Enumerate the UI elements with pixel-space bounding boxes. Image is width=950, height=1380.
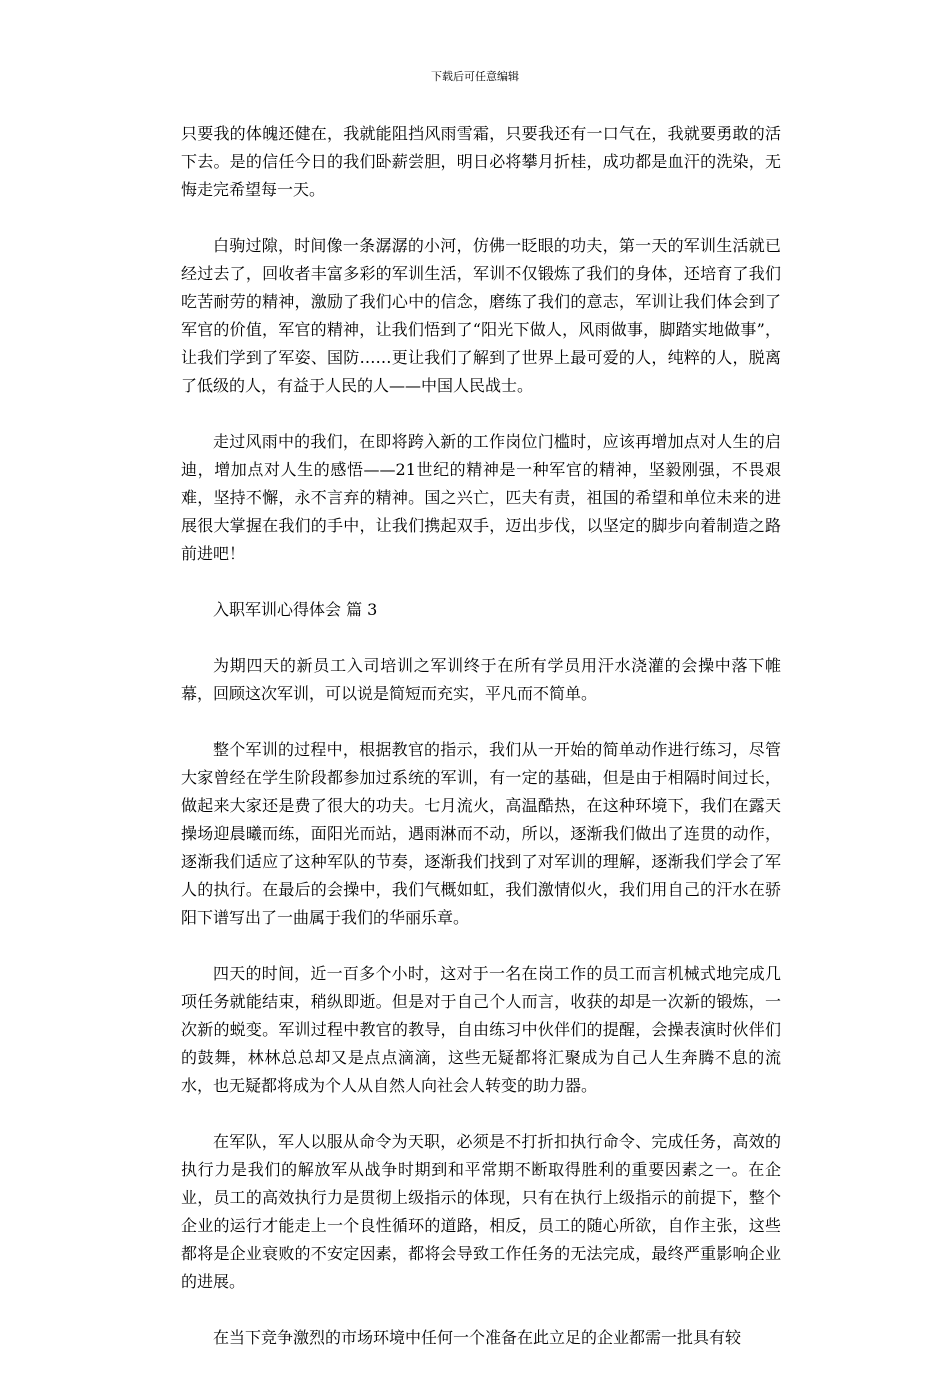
document-body xyxy=(181,120,781,1380)
paragraph: 四天的时间，近一百多个小时，这对于一名在岗工作的员工而言机械式地完成几项任务就能结束，稍纵即逝。但是对于自己个人而言，收获的却是一次新的锻炼，一次新的蜕变。军训过程中教官的教导，自由练习中伙伴们的提醒，会操表演时伙伴们的鼓舞，林林总总却又是点点滴滴，这些无疑都将汇聚成为自己人生奔腾不息的流水，也无疑都将成为个人从自然人向社会人转变的助力器。 xyxy=(181,964,781,1095)
paragraph: 在军队，军人以服从命令为天职，必须是不打折扣执行命令、完成任务，高效的执行力是我们的解放军从战争时期到和平常期不断取得胜利的重要因素之一。在企业，员工的高效执行力是贯彻上级指示的体现，只有在执行上级指示的前提下，整个企业的运行才能走上一个良性循环的道路，相反，员工的随心所欲，自作主张，这些都将是企业衰败的不安定因素，都将会导致工作任务的无法完成，最终严重影响企业的进展。 xyxy=(181,1132,781,1291)
paragraph: 走过风雨中的我们，在即将跨入新的工作岗位门槛时，应该再增加点对人生的启迪，增加点对人生的感悟——21世纪的精神是一种军官的精神，坚毅刚强，不畏艰难，坚持不懈，永不言弃的精神。国之兴亡，匹夫有责，祖国的希望和单位未来的进展很大掌握在我们的手中，让我们携起双手，迈出步伐，以坚定的脚步向着制造之路前进吧！ xyxy=(181,432,781,563)
paragraph: 在当下竞争激烈的市场环境中任何一个准备在此立足的企业都需一批具有较 xyxy=(213,1328,742,1347)
paragraph: 白驹过隙，时间像一条潺潺的小河，仿佛一眨眼的功夫，第一天的军训生活就已经过去了，回收者丰富多彩的军训生活，军训不仅锻炼了我们的身体，还培育了我们吃苦耐劳的精神，激励了我们心中的信念，磨练了我们的意志，军训让我们体会到了军官的价值，军官的精神，让我们悟到了“阳光下做人，风雨做事，脚踏实地做事”，让我们学到了军姿、国防……更让我们了解到了世界上最可爱的人，纯粹的人，脱离了低级的人，有益于人民的人——中国人民战士。 xyxy=(181,236,781,395)
paragraph-continuation: 只要我的体魄还健在，我就能阻挡风雨雪霜，只要我还有一口气在，我就要勇敢的活下去。是的信任今日的我们卧薪尝胆，明日必将攀月折桂，成功都是血汗的洗染，无悔走完希望每一天。 xyxy=(181,124,781,199)
paragraph: 整个军训的过程中，根据教官的指示，我们从一开始的简单动作进行练习，尽管大家曾经在学生阶段都参加过系统的军训，有一定的基础，但是由于相隔时间过长，做起来大家还是费了很大的功夫。七月流火，高温酷热，在这种环境下，我们在露天操场迎晨曦而练，面阳光而站，遇雨淋而不动，所以，逐渐我们做出了连贯的动作，逐渐我们适应了这种军队的节奏，逐渐我们找到了对军训的理解，逐渐我们学会了军人的执行。在最后的会操中，我们气概如虹，我们激情似火，我们用自己的汗水在骄阳下谱写出了一曲属于我们的华丽乐章。 xyxy=(181,740,781,927)
page-header: 下载后可任意编辑 xyxy=(431,70,519,83)
section-heading: 入职军训心得体会 篇 3 xyxy=(213,600,378,619)
paragraph: 为期四天的新员工入司培训之军训终于在所有学员用汗水浇灌的会操中落下帷幕，回顾这次军训，可以说是简短而充实，平凡而不简单。 xyxy=(181,656,781,703)
